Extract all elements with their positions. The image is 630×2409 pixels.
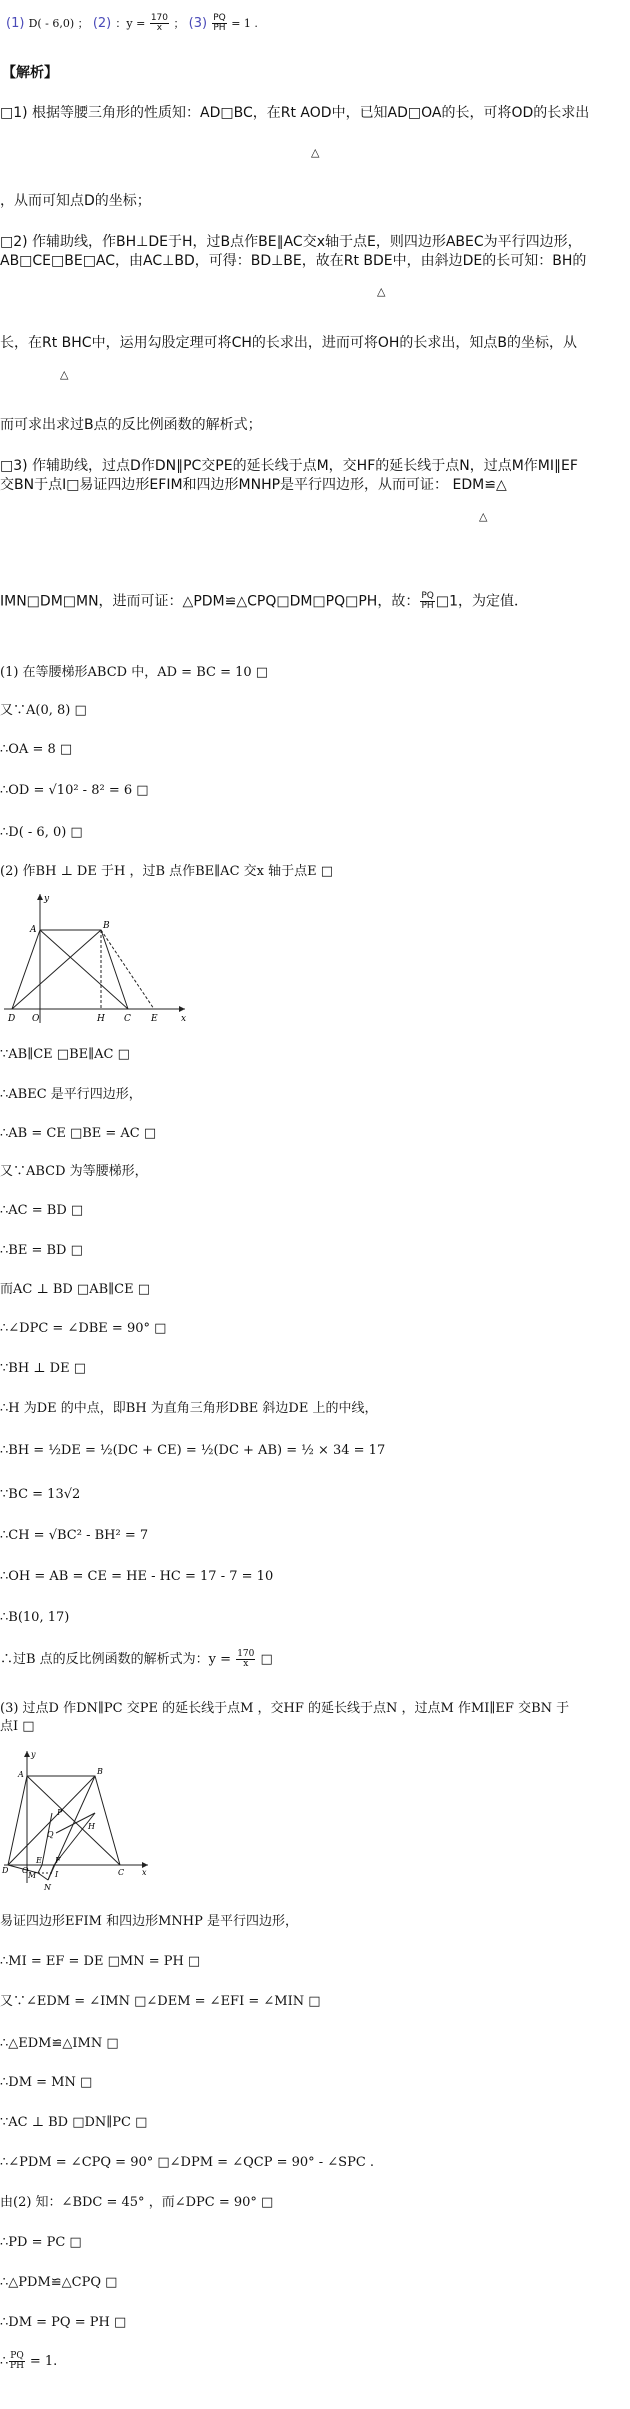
- fig1-label-y: y: [44, 894, 50, 904]
- fig2-label-h: H: [88, 1822, 95, 1831]
- solution-2-line-9: ∴∠DPC = ∠DBE = 90° □: [0, 1321, 167, 1336]
- answer-3-number: (3): [188, 16, 208, 31]
- inverse-function-fraction: $\frac{170}{x}$: [237, 1649, 255, 1669]
- solution-2-line-16: ∴B(10, 17): [0, 1610, 70, 1625]
- line-pe: [42, 1813, 52, 1865]
- solution-2-line-17: [0, 1650, 273, 1669]
- answer-2-prefix: ：y =: [115, 17, 149, 30]
- analysis-header: 【解析】: [2, 65, 58, 81]
- solution-3-line-7: ∴DM = MN □: [0, 2075, 93, 2090]
- fig1-label-c: C: [124, 1014, 131, 1024]
- triangle-symbol: △: [311, 146, 320, 159]
- fig1-label-e: E: [151, 1014, 158, 1024]
- analysis-line-1: □1) 根据等腰三角形的性质知：AD□BC，在Rt AOD中，已知AD□OA的长，可将OD的长求出: [0, 105, 590, 121]
- answer-line: [6, 14, 258, 33]
- fig1-label-x: x: [181, 1014, 187, 1024]
- solution-1-line-3: ∴OA = 8 □: [0, 742, 73, 757]
- fig2-label-m: M: [28, 1871, 37, 1880]
- final-ratio-fraction: $\frac{PQ}{PH}$: [10, 2351, 24, 2371]
- solution-3-line-3: 易证四边形EFIM 和四边形MNHP 是平行四边形，: [0, 1914, 298, 1929]
- answer-2-fraction: $\frac{170}{x}$: [150, 13, 168, 33]
- line-mn: [38, 1873, 48, 1880]
- analysis-line-9-text: IMN□DM□MN，进而可证：△PDM≌△CPQ□DM□PQ□PH，故：: [0, 593, 420, 610]
- fig2-label-a: A: [18, 1770, 24, 1779]
- answer-2-number: (2): [92, 16, 112, 31]
- analysis-fraction: $\frac{PQ}{PH}$: [421, 591, 434, 611]
- solution-3-line-1: (3) 过点D 作DN∥PC 交PE 的延长线于点M ，交HF 的延长线于点N ，过点M 作MI∥EF 交BN 于: [0, 1701, 570, 1716]
- diagonal-ac: [27, 1776, 120, 1865]
- solution-2-line-17-end: □: [256, 1652, 273, 1667]
- solution-1-line-2: 又∵A(0, 8) □: [0, 703, 87, 718]
- solution-3-line-11: ∴PD = PC □: [0, 2235, 82, 2250]
- solution-2-line-13: ∵BC = 13√2: [0, 1487, 81, 1502]
- answer-3-suffix: = 1 .: [227, 17, 258, 30]
- analysis-line-9-end: □1，为定值．: [435, 593, 528, 610]
- trapezoid: [12, 930, 128, 1009]
- fig2-label-p: P: [57, 1808, 63, 1817]
- solution-2-line-8: 而AC ⊥ BD □AB∥CE □: [0, 1282, 151, 1297]
- analysis-line-6: 而可求出求过B点的反比例函数的解析式；: [0, 417, 262, 433]
- solution-3-line-14-text: ∴: [0, 2354, 9, 2369]
- analysis-line-4: AB□CE□BE□AC，由AC⊥BD，可得：BD⊥BE，故在Rt BDE中，由斜边DE的长可知：BH的: [0, 253, 587, 269]
- analysis-line-5: 长，在Rt BHC中，运用勾股定理可将CH的长求出，进而可将OH的长求出，知点B的坐标，从: [0, 335, 578, 351]
- analysis-line-7: □3) 作辅助线，过点D作DN∥PC交PE的延长线于点M，交HF的延长线于点N，过点M作MI∥EF: [0, 458, 578, 474]
- triangle-symbol: △: [479, 510, 488, 523]
- solution-3-line-2: 点I □: [0, 1719, 35, 1734]
- solution-1-line-1: (1) 在等腰梯形ABCD 中，AD = BC = 10 □: [0, 665, 269, 680]
- line-em: [38, 1865, 42, 1873]
- fig1-label-a: A: [30, 925, 37, 935]
- fig2-label-q: Q: [47, 1830, 54, 1839]
- answer-3-fraction: $\frac{PQ}{PH}$: [213, 13, 226, 33]
- solution-2-line-7: ∴BE = BD □: [0, 1243, 83, 1258]
- answer-2-suffix: ；: [170, 17, 185, 30]
- solution-2-line-4: ∴AB = CE □BE = AC □: [0, 1126, 157, 1141]
- fig1-label-h: H: [97, 1014, 105, 1024]
- fig2-label-i: I: [55, 1870, 59, 1879]
- analysis-line-9: [0, 592, 528, 611]
- figure-trapezoid-1: [0, 888, 190, 1028]
- solution-2-line-10: ∵BH ⊥ DE □: [0, 1361, 86, 1376]
- solution-1-line-4: ∴OD = √10² - 8² = 6 □: [0, 783, 149, 798]
- solution-2-line-14: ∴CH = √BC² - BH² = 7: [0, 1528, 149, 1543]
- solution-3-line-9: ∴∠PDM = ∠CPQ = 90° □∠DPM = ∠QCP = 90° - ∠SPC .: [0, 2155, 375, 2170]
- fig1-label-d: D: [8, 1014, 16, 1024]
- fig2-label-n: N: [44, 1883, 51, 1892]
- fig2-label-d: D: [2, 1866, 9, 1875]
- solution-3-line-14-end: = 1.: [25, 2354, 58, 2369]
- solution-2-line-11: ∴H 为DE 的中点，即BH 为直角三角形DBE 斜边DE 上的中线，: [0, 1401, 378, 1416]
- fig2-label-x: x: [142, 1868, 147, 1877]
- solution-2-line-17-text: ∴过B 点的反比例函数的解析式为：y =: [0, 1652, 236, 1667]
- solution-2-line-1: (2) 作BH ⊥ DE 于H ，过B 点作BE∥AC 交x 轴于点E □: [0, 864, 334, 879]
- solution-2-line-6: ∴AC = BD □: [0, 1203, 84, 1218]
- answer-1-text: D( - 6,0) ；: [28, 17, 89, 30]
- triangle-symbol: △: [60, 368, 69, 381]
- solution-3-line-12: ∴△PDM≌△CPQ □: [0, 2275, 118, 2290]
- analysis-line-2: ，从而可知点D的坐标；: [0, 193, 151, 209]
- fig2-label-f: F: [55, 1856, 61, 1865]
- fig1-label-o: O: [32, 1014, 40, 1024]
- solution-2-line-12: ∴BH = ½DE = ½(DC + CE) = ½(DC + AB) = ½ × 34 = 17: [0, 1443, 386, 1458]
- solution-3-line-13: ∴DM = PQ = PH □: [0, 2315, 127, 2330]
- triangle-symbol: △: [377, 285, 386, 298]
- fig2-label-y: y: [31, 1750, 36, 1759]
- solution-3-line-10: 由(2) 知：∠BDC = 45° ，而∠DPC = 90° □: [0, 2195, 274, 2210]
- solution-3-line-5: 又∵∠EDM = ∠IMN □∠DEM = ∠EFI = ∠MIN □: [0, 1994, 321, 2009]
- solution-2-line-15: ∴OH = AB = CE = HE - HC = 17 - 7 = 10: [0, 1569, 274, 1584]
- diagonal-bd: [8, 1776, 95, 1865]
- solution-2-line-5: 又∵ABCD 为等腰梯形，: [0, 1164, 148, 1179]
- diagonal-bd: [12, 930, 101, 1009]
- solution-3-line-14: [0, 2352, 57, 2371]
- fig2-label-b: B: [97, 1767, 103, 1776]
- analysis-line-8: 交BN于点I□易证四边形EFIM和四边形MNHP是平行四边形，从而可证： EDM≌△: [0, 477, 507, 493]
- solution-3-line-6: ∴△EDM≌△IMN □: [0, 2036, 119, 2051]
- solution-3-line-8: ∵AC ⊥ BD □DN∥PC □: [0, 2115, 148, 2130]
- solution-2-line-3: ∴ABEC 是平行四边形，: [0, 1087, 142, 1102]
- analysis-line-3: □2) 作辅助线，作BH⊥DE于H，过B点作BE∥AC交x轴于点E，则四边形ABEC为平行四边形，: [0, 234, 582, 250]
- line-be: [101, 930, 154, 1009]
- fig2-label-c: C: [118, 1868, 125, 1877]
- solution-3-line-4: ∴MI = EF = DE □MN = PH □: [0, 1954, 201, 1969]
- fig2-label-e: E: [36, 1856, 42, 1865]
- fig1-label-b: B: [103, 921, 110, 931]
- figure-trapezoid-2: [0, 1745, 160, 1895]
- fig2-label-o: O: [22, 1866, 29, 1875]
- answer-1-number: (1): [6, 16, 25, 31]
- solution-1-line-5: ∴D( - 6, 0) □: [0, 825, 83, 840]
- solution-2-line-2: ∵AB∥CE □BE∥AC □: [0, 1047, 130, 1062]
